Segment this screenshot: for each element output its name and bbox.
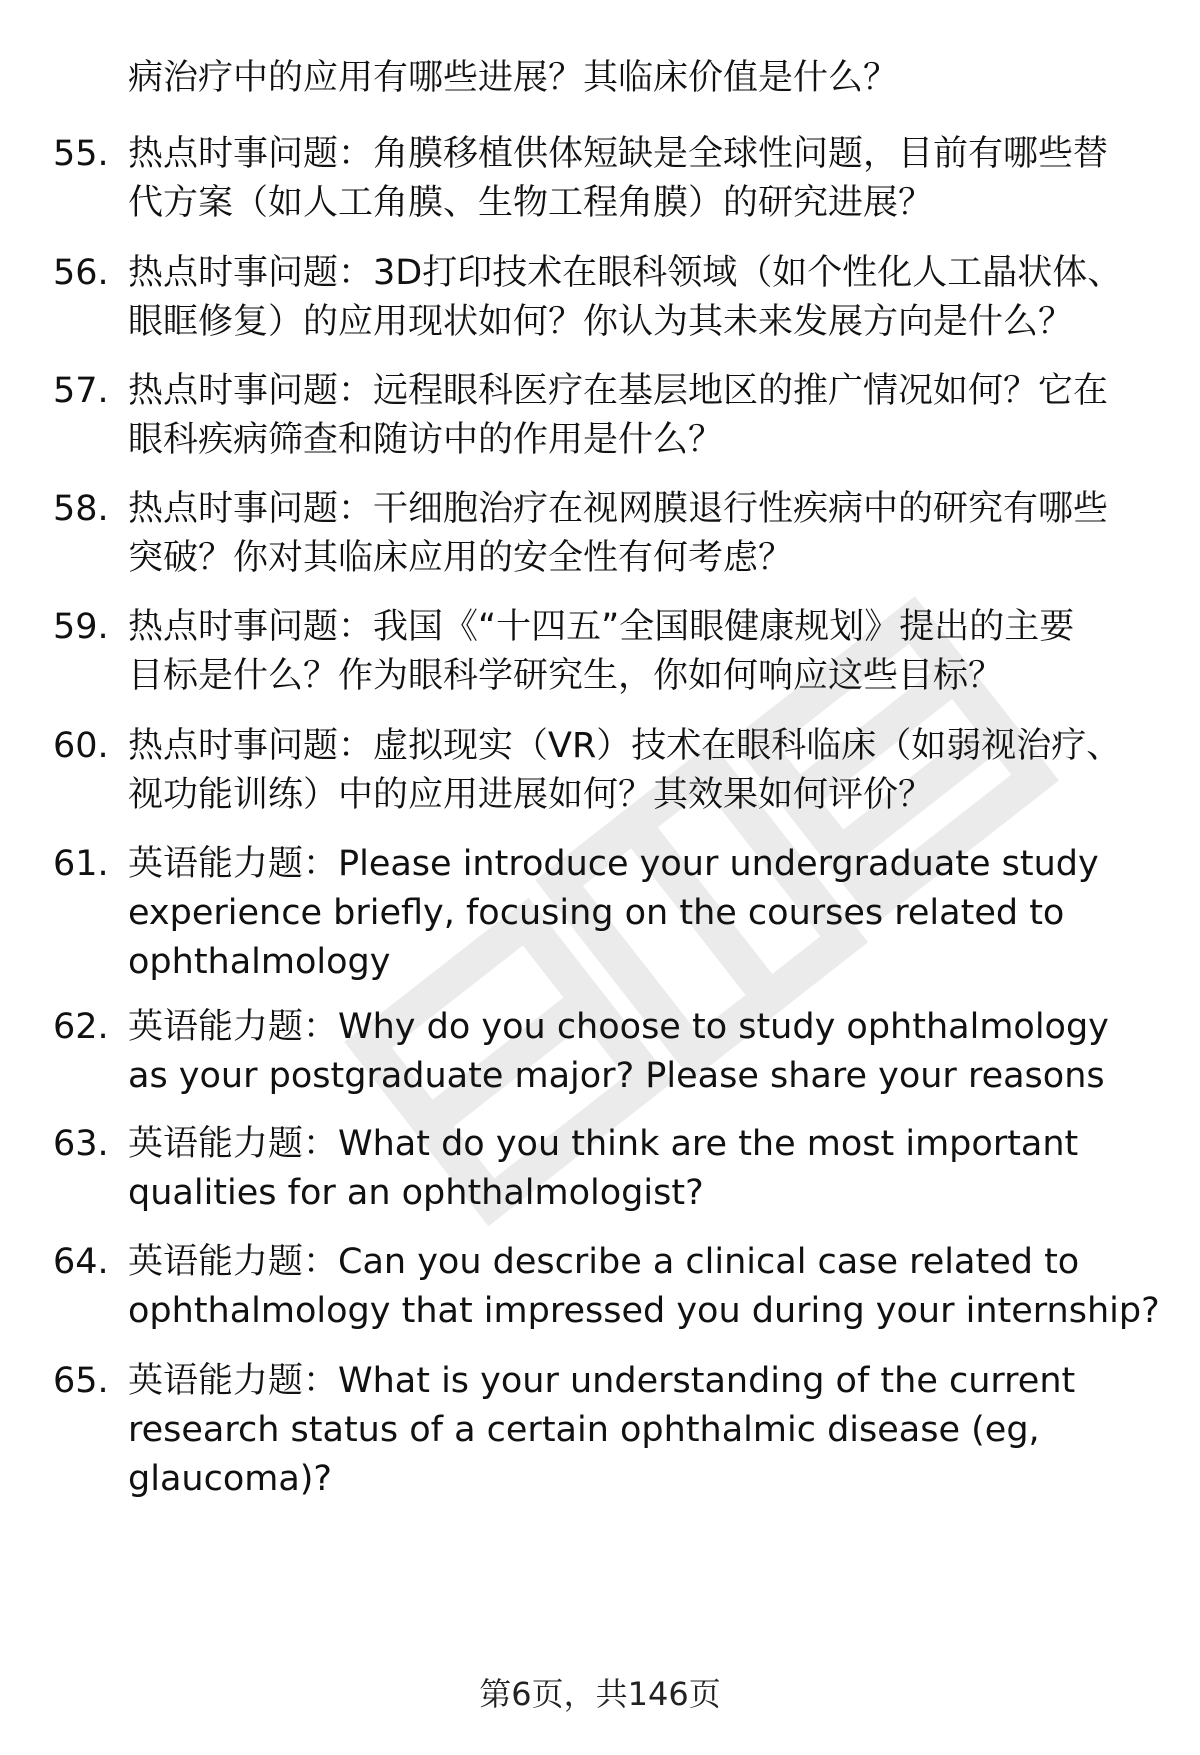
text-line: 眼科疾病筛查和随访中的作用是什么？ <box>128 420 724 460</box>
text-line: 热点时事问题：角膜移植供体短缺是全球性问题，目前有哪些替 <box>128 134 1109 174</box>
page-footer: 第6页，共146页 <box>479 1675 721 1713</box>
text-line: 热点时事问题：我国《“十四五”全国眼健康规划》提出的主要 <box>128 607 1075 647</box>
question-number: 63. <box>53 1124 109 1164</box>
text-line: 目标是什么？作为眼科学研究生，你如何响应这些目标？ <box>128 656 1004 696</box>
question-number: 62. <box>53 1007 109 1047</box>
text-line: ophthalmology <box>128 942 391 982</box>
text-line: 病治疗中的应用有哪些进展？其临床价值是什么？ <box>128 58 899 98</box>
text-line: 英语能力题：What do you think are the most important <box>128 1124 1079 1164</box>
question-number: 55. <box>53 134 109 174</box>
question-number: 60. <box>53 726 109 766</box>
text-line: 热点时事问题：虚拟现实（VR）技术在眼科临床（如弱视治疗、 <box>128 726 1122 766</box>
text-line: glaucoma)? <box>128 1459 333 1499</box>
question-number: 64. <box>53 1242 109 1282</box>
text-line: 突破？你对其临床应用的安全性有何考虑？ <box>128 538 794 578</box>
text-line: 热点时事问题：干细胞治疗在视网膜退行性疾病中的研究有哪些 <box>128 489 1109 529</box>
question-number: 65. <box>53 1361 109 1401</box>
text-line: 眼眶修复）的应用现状如何？你认为其未来发展方向是什么？ <box>128 302 1074 342</box>
question-number: 59. <box>53 607 109 647</box>
text-line: experience briefly, focusing on the courses related to <box>128 893 1065 933</box>
text-line: 热点时事问题：3D打印技术在眼科领域（如个性化人工晶状体、 <box>128 253 1123 293</box>
text-line: 英语能力题：Can you describe a clinical case related to <box>128 1242 1080 1282</box>
question-number: 56. <box>53 253 109 293</box>
question-number: 61. <box>53 844 109 884</box>
text-line: 热点时事问题：远程眼科医疗在基层地区的推广情况如何？它在 <box>128 371 1109 411</box>
text-line: as your postgraduate major? Please share your reasons <box>128 1056 1105 1096</box>
text-line: 英语能力题：Please introduce your undergraduate study <box>128 844 1099 884</box>
text-line: research status of a certain ophthalmic disease (eg, <box>128 1410 1040 1450</box>
question-number: 58. <box>53 489 109 529</box>
text-line: 代方案（如人工角膜、生物工程角膜）的研究进展？ <box>128 183 934 223</box>
text-line: 英语能力题：What is your understanding of the current <box>128 1361 1076 1401</box>
text-line: ophthalmology that impressed you during your internship? <box>128 1291 1160 1331</box>
question-number: 57. <box>53 371 109 411</box>
text-line: qualities for an ophthalmologist? <box>128 1173 704 1213</box>
text-line: 视功能训练）中的应用进展如何？其效果如何评价？ <box>128 775 934 815</box>
text-line: 英语能力题：Why do you choose to study ophthalmology <box>128 1007 1109 1047</box>
